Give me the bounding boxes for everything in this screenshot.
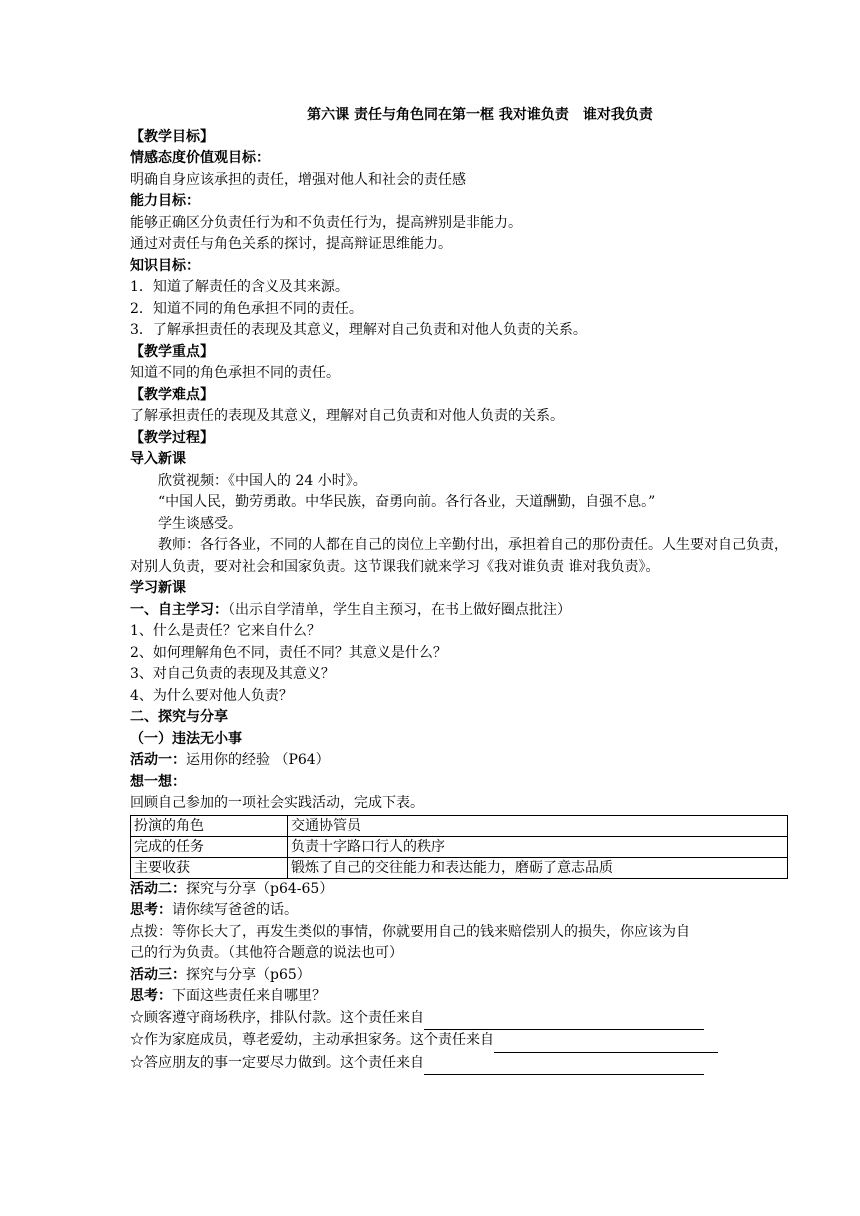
think-three-line	[130, 986, 790, 1008]
review-text: 回顾自己参加的一项社会实践活动，完成下表。	[130, 795, 424, 811]
fill-blank-prompt: ☆顾客遵守商场秩序，排队付款。这个责任来自	[130, 1009, 424, 1026]
table-cell: 主要收获	[131, 857, 288, 878]
intro-label: 导入新课	[130, 451, 186, 467]
document-body	[130, 105, 790, 1075]
table-cell: 完成的任务	[131, 836, 288, 857]
self-study-note: （出示自学清单，学生自主预习，在书上做好圈点批注）	[228, 601, 571, 618]
activity-three-text: 探究与分享（p65）	[186, 966, 311, 983]
fill-blank-line[interactable]	[494, 1030, 718, 1053]
think-two-line	[130, 900, 790, 922]
knowledge-goal-line: 3．了解承担责任的表现及其意义，理解对自己负责和对他人负责的关系。	[130, 322, 587, 338]
difficulty-text: 了解承担责任的表现及其意义，理解对自己负责和对他人负责的关系。	[130, 408, 564, 424]
question-item: 4、为什么要对他人负责？	[130, 687, 293, 704]
self-study-line	[130, 600, 790, 622]
lesson-title: 第六课 责任与角色同在第一框 我对谁负责 谁对我负责	[307, 107, 653, 123]
knowledge-goal-line: 1．知道了解责任的含义及其来源。	[130, 279, 349, 295]
activity-one-label: 活动一：	[130, 752, 186, 768]
self-study-label: 一、自主学习：	[130, 601, 228, 618]
fill-blank-prompt: ☆作为家庭成员，尊老爱幼，主动承担家务。这个责任来自	[130, 1032, 494, 1048]
intro-line: 学生谈感受。	[158, 515, 242, 532]
learn-label: 学习新课	[130, 580, 186, 596]
tip-line: 己的行为负责。（其他符合题意的说法也可）	[130, 945, 403, 961]
key-point-text: 知道不同的角色承担不同的责任。	[130, 365, 340, 381]
explore-label: 二、探究与分享	[130, 709, 228, 725]
emotion-goal-label: 情感态度价值观目标：	[130, 150, 270, 166]
tip-line: 点拨：等你长大了，再发生类似的事情，你就要用自己的钱来赔偿别人的损失，你应该为自	[130, 923, 690, 940]
intro-line: 欣赏视频：《中国人的 24 小时》。	[158, 472, 367, 489]
table-row	[131, 815, 788, 836]
ability-goal-line: 能够正确区分负责任行为和不负责任行为，提高辨别是非能力。	[130, 214, 522, 231]
table-cell: 交通协管员	[288, 815, 788, 836]
table-row	[131, 857, 788, 878]
activity-two-label: 活动二：	[130, 880, 186, 897]
think-two-label: 思考：	[130, 902, 172, 918]
think-three-text: 下面这些责任来自哪里？	[172, 988, 326, 1004]
knowledge-goal-line: 2．知道不同的角色承担不同的责任。	[130, 300, 363, 317]
ability-goal-label: 能力目标：	[130, 193, 200, 209]
difficulty-header: 【教学难点】	[130, 386, 214, 403]
emotion-goal-text: 明确自身应该承担的责任，增强对他人和社会的责任感	[130, 171, 466, 188]
knowledge-goal-label: 知识目标：	[130, 257, 200, 274]
think-label: 想一想：	[130, 773, 186, 790]
activity-two-text: 探究与分享（p64-65）	[186, 880, 334, 897]
objectives-header: 【教学目标】	[130, 128, 214, 145]
table-row	[131, 836, 788, 857]
think-two-text: 请你续写爸爸的话。	[172, 902, 298, 918]
activity-three-line	[130, 965, 790, 987]
activity-two-line	[130, 879, 790, 901]
process-header: 【教学过程】	[130, 429, 214, 446]
activity-one-line	[130, 750, 790, 772]
question-item: 3、对自己负责的表现及其意义？	[130, 666, 335, 682]
teacher-paragraph: 教师：各行各业，不同的人都在自己的岗位上辛勤付出，承担着自己的那份责任。人生要对自己负责，对别人负责，要对社会和国家负责。这节课我们就来学习《我对谁负责 谁对我负责》。	[130, 537, 788, 575]
fill-blank-item	[130, 1053, 790, 1076]
fill-blank-line[interactable]	[424, 1008, 704, 1031]
activity-one-text: 运用你的经验 （P64）	[186, 752, 330, 768]
fill-blank-line[interactable]	[424, 1053, 704, 1076]
fill-blank-prompt: ☆答应朋友的事一定要尽力做到。这个责任来自	[130, 1054, 424, 1071]
table-cell: 扮演的角色	[131, 815, 288, 836]
think-three-label: 思考：	[130, 988, 172, 1004]
sub-section-label: （一）违法无小事	[130, 730, 242, 747]
intro-line: “中国人民，勤劳勇敢。中华民族，奋勇向前。各行各业，天道酬勤，自强不息。”	[158, 494, 656, 510]
question-item: 1、什么是责任？它来自什么？	[130, 623, 321, 639]
fill-blank-item	[130, 1030, 790, 1053]
question-item: 2、如何理解角色不同，责任不同？其意义是什么？	[130, 644, 447, 661]
table-cell: 负责十字路口行人的秩序	[288, 836, 788, 857]
activity-three-label: 活动三：	[130, 966, 186, 983]
key-point-header: 【教学重点】	[130, 343, 214, 360]
practice-table	[130, 815, 788, 879]
ability-goal-line: 通过对责任与角色关系的探讨，提高辩证思维能力。	[130, 236, 452, 252]
table-cell: 锻炼了自己的交往能力和表达能力，磨砺了意志品质	[288, 857, 788, 878]
fill-blank-item	[130, 1008, 790, 1031]
